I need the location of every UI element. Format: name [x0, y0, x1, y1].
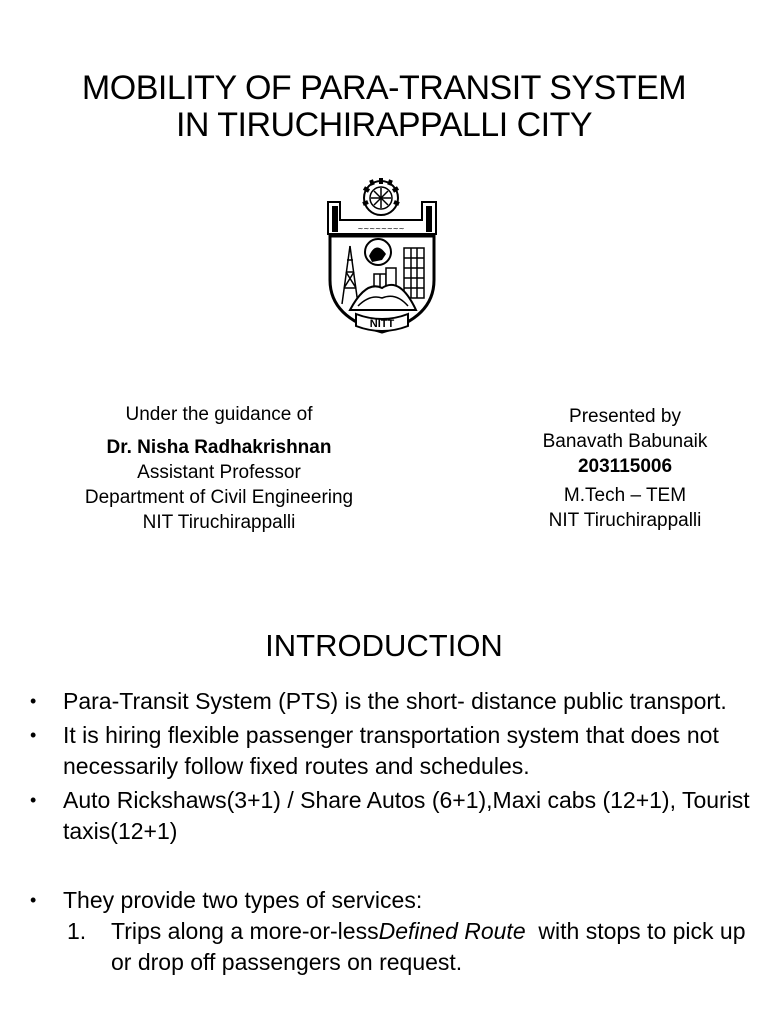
bullet-icon: • — [30, 725, 37, 745]
list-item — [30, 885, 755, 978]
service-text-after: with stops to pick up or drop off passengers on request. — [111, 918, 752, 975]
bullet-icon: • — [30, 790, 37, 810]
presenter-institute: NIT Tiruchirappalli — [548, 510, 702, 531]
presenter-roll-number: 203115006 — [577, 456, 673, 477]
service-text-before: Trips along a more-or-less — [111, 918, 379, 944]
logo-text: NITT — [369, 318, 395, 330]
service-number: 1. — [67, 918, 87, 944]
service-emphasis: Defined Route — [378, 918, 526, 944]
title-line-2: IN TIRUCHIRAPPALLI CITY — [175, 106, 593, 144]
list-item-text: Auto Rickshaws(3+1) / Share Autos (6+1),Maxi cabs (12+1), Tourist taxis(12+1) — [63, 787, 750, 844]
list-item-text: Para-Transit System (PTS) is the short- distance public transport. — [63, 688, 727, 714]
list-item — [30, 720, 755, 782]
presenter-block — [500, 404, 750, 533]
presenter-program: M.Tech – TEM — [563, 485, 687, 506]
guidance-block — [44, 402, 394, 535]
svg-text:~~~~~~~~: ~~~~~~~~ — [357, 225, 405, 233]
bullet-icon: • — [30, 890, 37, 910]
nitt-crest-logo — [320, 176, 446, 338]
introduction-list — [30, 686, 755, 981]
guide-institute: NIT Tiruchirappalli — [142, 512, 296, 533]
gear-icon — [363, 178, 399, 215]
list-item — [30, 785, 755, 847]
presenter-intro: Presented by — [569, 406, 681, 427]
presenter-name: Banavath Babunaik — [542, 431, 708, 452]
slide-title — [0, 70, 768, 144]
list-item — [30, 686, 755, 717]
guide-role: Assistant Professor — [137, 462, 301, 483]
guide-department: Department of Civil Engineering — [84, 487, 354, 508]
guidance-intro: Under the guidance of — [125, 404, 313, 425]
list-item-text: It is hiring flexible passenger transportation system that does not necessarily follow fixed routes and schedules. — [63, 722, 719, 779]
guide-name: Dr. Nisha Radhakrishnan — [106, 437, 332, 458]
services-list — [63, 916, 755, 978]
service-item — [63, 916, 755, 978]
title-line-1: MOBILITY OF PARA-TRANSIT SYSTEM — [81, 69, 687, 107]
bullet-icon: • — [30, 691, 37, 711]
introduction-heading: INTRODUCTION — [265, 628, 503, 663]
list-item-text: They provide two types of services: — [63, 887, 423, 913]
